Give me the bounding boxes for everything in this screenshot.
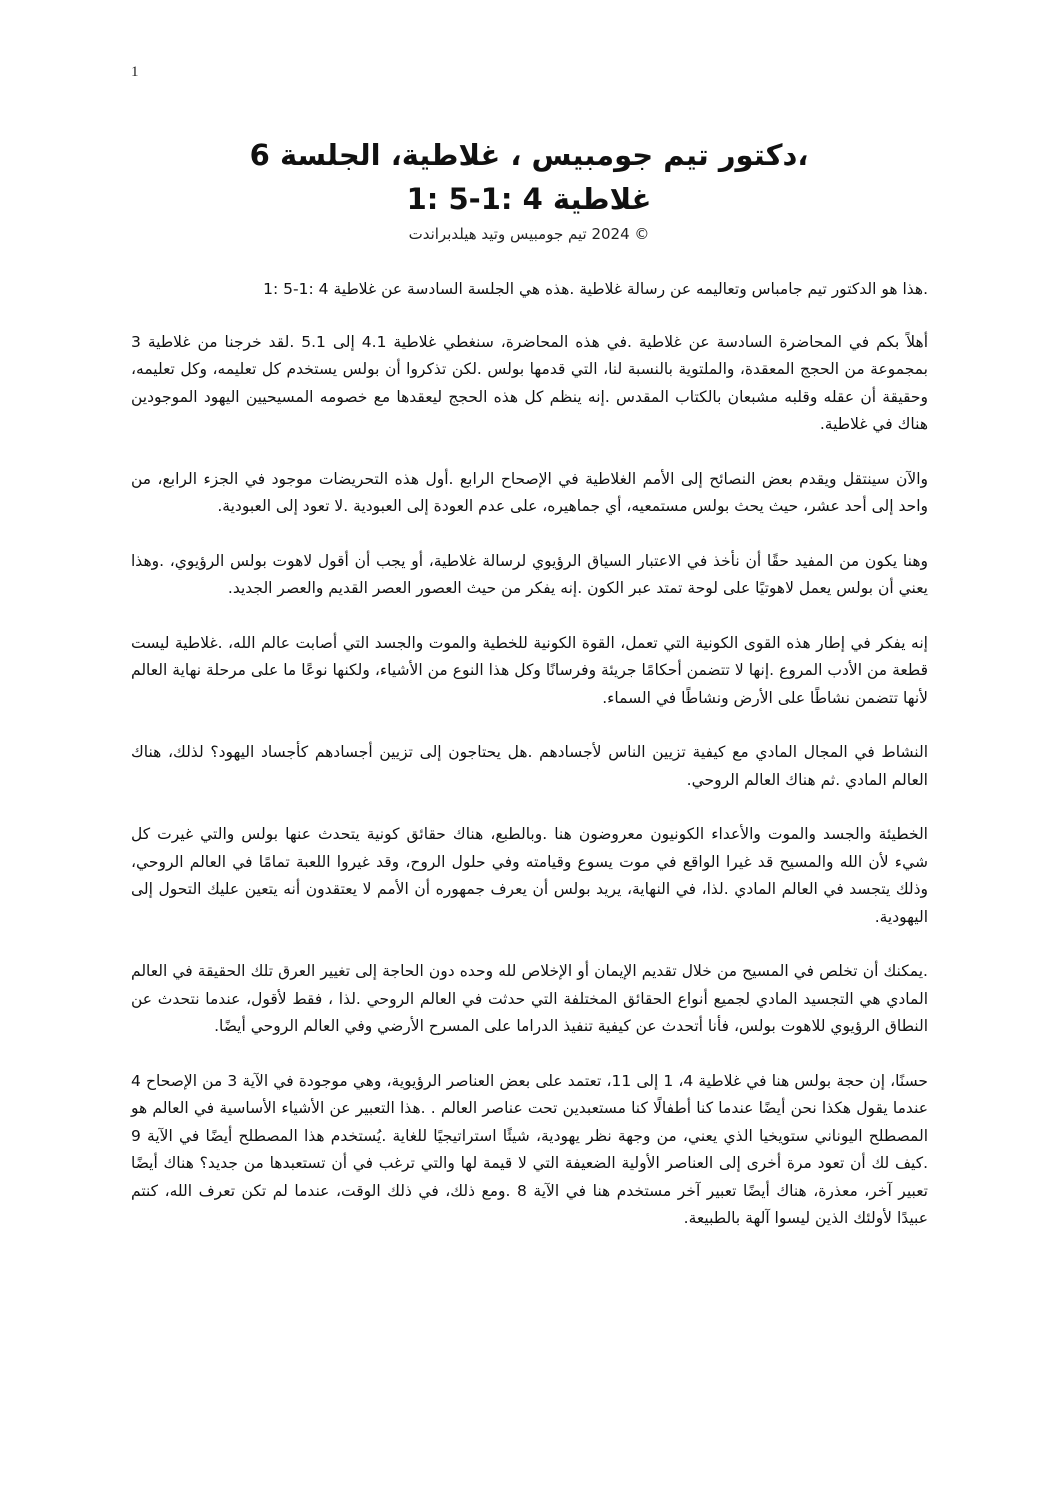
paragraph: وهنا يكون من المفيد حقًا أن نأخذ في الاعتبار السياق الرؤيوي لرسالة غلاطية، أو يجب أن أقول لاهوت بولس الرؤيوي، .وهذا يعني أن بولس يعمل لاهوتيًا على لوحة تمتد عبر الكون .إنه يفكر من حيث العصور العصر القديم والعصر الجديد. [131, 551, 928, 597]
paragraph: حسنًا، إن حجة بولس هنا في غلاطية 4، 1 إلى 11، تعتمد على بعض العناصر الرؤيوية، وهي موجودة في الآية 3 من الإصحاح 4 عندما يقول هكذا نحن أيضًا عندما كنا أطفالًا كنا مستعبدين تحت عناصر العالم . .هذا التعبير عن الأشياء الأساسية في العالم هو المصطلح اليوناني ستويخيا الذي يعني، من وجهة نظر يهودية، شيئًا استراتيجيًا للغاية .يُستخدم هذا المصطلح أيضًا في الآية 9 .كيف لك أن تعود مرة أخرى إلى العناصر الأولية الضعيفة التي لا قيمة لها والتي ترغب في أن تستعبدها من جديد؟ هناك أيضًا تعبير آخر، معذرة، هناك أيضًا تعبير آخر مستخدم هنا في الآية 8 .ومع ذلك، في ذلك الوقت، عندما لم تكن تعرف الله، كنتم عبيدًا لأولئك الذين ليسوا آلهة بالطبيعة. [131, 1071, 928, 1227]
paragraph-intro: .هذا هو الدكتور تيم جامباس وتعاليمه عن رسالة غلاطية .هذه هي الجلسة السادسة عن غلاطية 4 :1-5 :1 [263, 280, 928, 298]
paragraph: أهلاً بكم في المحاضرة السادسة عن غلاطية .في هذه المحاضرة، سنغطي غلاطية 4.1 إلى 5.1 .لقد خرجنا من غلاطية 3 بمجموعة من الحجج المعقدة، والملتوية بالنسبة لنا، التي قدمها بولس .لكن تذكروا أن بولس يستخدم كل تعليمه، وكل تعليمه، وحقيقة أن عقله وقلبه مشبعان بالكتاب المقدس .إنه ينظم كل هذه الحجج ليعقدها مع خصومه المسيحيين اليهود الموجودين هناك في غلاطية. [131, 332, 929, 433]
document-title: ،دكتور تيم جومبيس ، غلاطية، الجلسة 6 [249, 138, 809, 172]
document-header [80, 133, 978, 247]
paragraph: الخطيئة والجسد والموت والأعداء الكونيون معروضون هنا .وبالطبع، هناك حقائق كونية يتحدث عنها بولس والتي غيرت كل شيء لأن الله والمسيح قد غيرا الواقع في موت يسوع وقيامته وفي حلول الروح، وقد غيروا اللعبة تمامًا في العالم الروحي، وذلك يتجسد في العالم المادي .لذا، في النهاية، يريد بولس أن يعرف جمهوره أن الأمم لا يعتقدون أنه يتعين عليك التحول إلى اليهودية. [131, 825, 928, 926]
copyright-line: © 2024 تيم جومبيس وتيد هيلدبراندت [408, 225, 650, 243]
page-number: 1 [131, 64, 139, 80]
paragraph: والآن سينتقل ويقدم بعض النصائح إلى الأمم الغلاطية في الإصحاح الرابع .أول هذه التحريضات موجود في الجزء الرابع، من واحد إلى أحد عشر، حيث يحث بولس مستمعيه، أي جماهيره، على عدم العودة إلى العبودية .لا تعود إلى العبودية. [131, 469, 928, 515]
document-body [131, 276, 928, 1260]
paragraph: إنه يفكر في إطار هذه القوى الكونية التي تعمل، القوة الكونية للخطية والموت والجسد التي أصابت عالم الله، .غلاطية ليست قطعة من الأدب المروع .إنها لا تتضمن أحكامًا جريئة وفرسانًا وكل هذا النوع من الأشياء، ولكنها نوعًا ما على مرحلة نهاية العالم لأنها تتضمن نشاطًا على الأرض ونشاطًا في السماء. [131, 633, 928, 707]
document-subtitle: غلاطية 4 :1-5 :1 [406, 182, 652, 216]
paragraph: .يمكنك أن تخلص في المسيح من خلال تقديم الإيمان أو الإخلاص لله وحده دون الحاجة إلى تغيير العرق تلك الحقيقة في العالم المادي هي التجسيد المادي لجميع أنواع الحقائق المختلفة التي حدثت في العالم الروحي .لذا ، فقط لأقول، عندما نتحدث عن النطاق الرؤيوي للاهوت بولس، فأنا أتحدث عن كيفية تنفيذ الدراما على المسرح الأرضي وفي العالم الروحي أيضًا. [131, 962, 928, 1035]
paragraph: النشاط في المجال المادي مع كيفية تزيين الناس لأجسادهم .هل يحتاجون إلى تزيين أجسادهم كأجساد اليهود؟ لذلك، هناك العالم المادي .ثم هناك العالم الروحي. [131, 743, 928, 789]
